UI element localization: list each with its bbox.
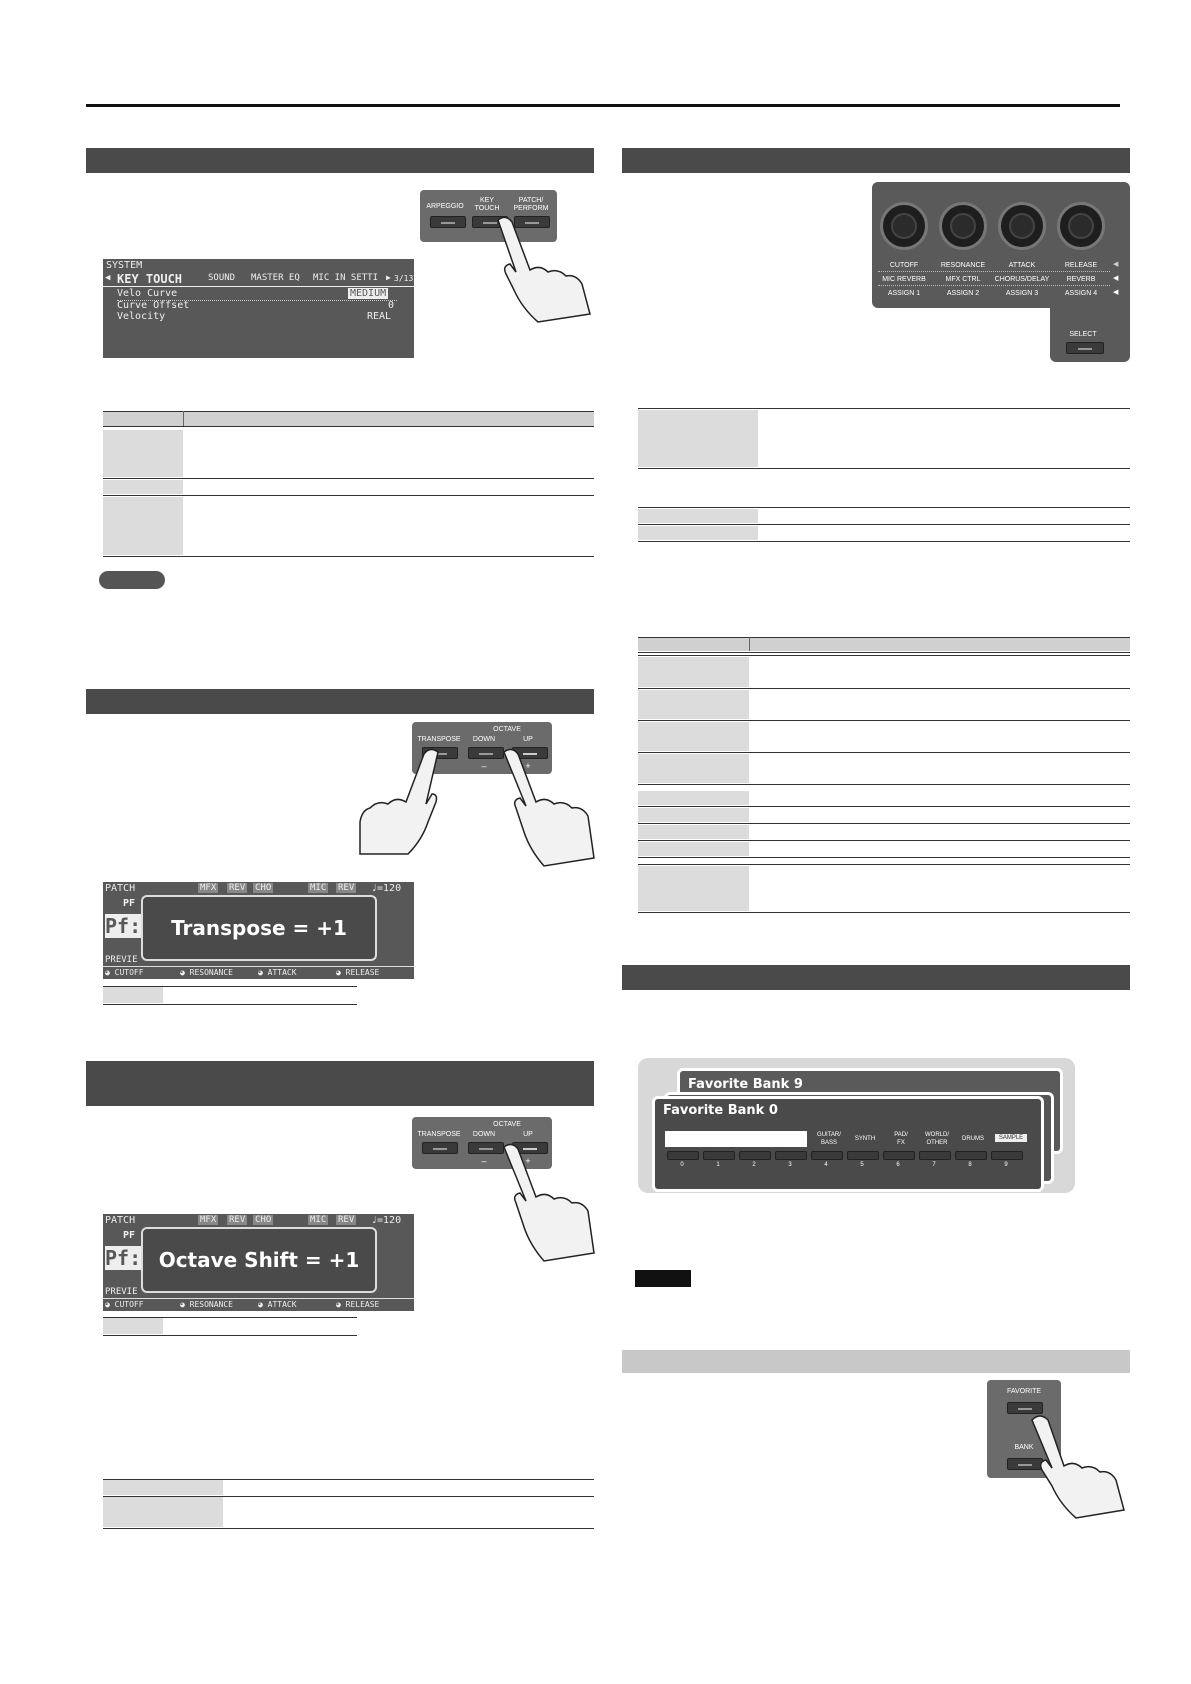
octave-down-label: DOWN xyxy=(472,736,496,743)
page-top-rule xyxy=(86,104,1120,107)
table-row-label-cell xyxy=(103,480,183,494)
number-button-2[interactable] xyxy=(739,1151,771,1160)
footer-cutoff: ◕ CUTOFF xyxy=(105,1300,144,1309)
minus-label: – xyxy=(481,761,487,771)
pointing-hand-icon xyxy=(478,210,598,325)
param-velocity-value[interactable]: REAL xyxy=(367,311,392,322)
status-rev: REV xyxy=(229,883,246,893)
section-header-key-touch xyxy=(86,148,594,173)
octave-down-label: DOWN xyxy=(472,1131,496,1138)
knob-2[interactable] xyxy=(939,202,987,250)
transpose-popup: Transpose = +1 xyxy=(141,895,377,961)
subsection-header-bank xyxy=(622,1350,1130,1373)
table-row-label-cell xyxy=(103,430,183,477)
number-label-7: 7 xyxy=(932,1162,936,1168)
footer-resonance: ◕ RESONANCE xyxy=(180,968,233,977)
octave-label: OCTAVE xyxy=(493,1121,521,1128)
number-label-3: 3 xyxy=(788,1162,792,1168)
knob-1-mic-reverb-label: MIC REVERB xyxy=(882,276,926,283)
octave-shift-screen xyxy=(103,1214,414,1311)
minus-label: – xyxy=(481,1156,487,1166)
row-indicator-2-icon: ◀ xyxy=(1113,275,1119,282)
pointing-hand-right-icon xyxy=(498,742,598,870)
param-velo-curve-label: Velo Curve xyxy=(117,288,178,299)
side-top-text: PF xyxy=(123,1230,136,1241)
favorite-bank-front-card xyxy=(652,1096,1044,1192)
lcd-mode: PATCH xyxy=(105,1215,136,1226)
knob-4-assign-label: ASSIGN 4 xyxy=(1064,290,1098,297)
footer-release: ◕ RELEASE xyxy=(336,1300,380,1309)
side-bottom-text: PREVIE xyxy=(105,955,138,965)
footer-cutoff: ◕ CUTOFF xyxy=(105,968,144,977)
category-pad-fx: PAD/ FX xyxy=(894,1132,908,1146)
param-curve-offset-label: Curve Offset xyxy=(117,300,190,311)
patch-perform-label: PATCH/ PERFORM xyxy=(513,197,549,212)
memo-badge xyxy=(99,571,165,589)
tempo-display: ♩=120 xyxy=(371,1215,402,1226)
lcd-page-number: 3/13 xyxy=(394,274,414,283)
favorite-label: FAVORITE xyxy=(1006,1388,1042,1395)
knob-2-mfx-ctrl-label: MFX CTRL xyxy=(945,276,981,283)
knob-3-assign-label: ASSIGN 3 xyxy=(1005,290,1039,297)
category-guitar-bass: GUITAR/ BASS xyxy=(817,1132,841,1146)
status-mic-rev: REV xyxy=(338,1215,355,1225)
number-label-8: 8 xyxy=(968,1162,972,1168)
side-big-text: Pf: xyxy=(105,1246,142,1270)
number-button-1[interactable] xyxy=(703,1151,735,1160)
section-header-favorite xyxy=(622,965,1130,990)
knob-3-chorus-delay-label: CHORUS/DELAY xyxy=(994,276,1050,283)
number-button-0[interactable] xyxy=(667,1151,699,1160)
category-sample: SAMPLE xyxy=(995,1134,1027,1142)
pointing-hand-icon xyxy=(1018,1408,1128,1520)
tab-left-arrow-icon: ◀ xyxy=(105,273,111,283)
pointing-hand-icon xyxy=(498,1137,598,1265)
octave-up-label: UP xyxy=(523,736,533,743)
transpose-label: TRANSPOSE xyxy=(417,1131,461,1138)
section-header-transpose xyxy=(86,689,594,714)
lcd-title: SYSTEM xyxy=(106,260,143,271)
status-mic: MIC xyxy=(310,1215,327,1225)
lcd-mode: PATCH xyxy=(105,883,136,894)
knob-2-resonance-label: RESONANCE xyxy=(940,262,986,269)
arpeggio-button[interactable] xyxy=(430,216,466,228)
tab-right-arrow-icon: ▶ xyxy=(386,273,391,282)
note-badge xyxy=(635,1270,691,1287)
favorite-bank-front-title: Favorite Bank 0 xyxy=(663,1103,778,1118)
knob-1-assign-label: ASSIGN 1 xyxy=(887,290,921,297)
footer-release: ◕ RELEASE xyxy=(336,968,380,977)
transpose-label: TRANSPOSE xyxy=(417,736,461,743)
section-header-knobs xyxy=(622,148,1130,173)
number-button-6[interactable] xyxy=(883,1151,915,1160)
number-label-9: 9 xyxy=(1004,1162,1008,1168)
table-row-label-cell xyxy=(103,497,183,555)
number-button-4[interactable] xyxy=(811,1151,843,1160)
number-button-9[interactable] xyxy=(991,1151,1023,1160)
param-velocity-label: Velocity xyxy=(117,311,166,322)
knob-2-assign-label: ASSIGN 2 xyxy=(946,290,980,297)
tab-mic-in-setting[interactable]: MIC IN SETTI xyxy=(313,273,379,283)
status-cho: CHO xyxy=(255,883,272,893)
row-indicator-3-icon: ◀ xyxy=(1113,289,1119,296)
number-button-8[interactable] xyxy=(955,1151,987,1160)
side-bottom-text: PREVIE xyxy=(105,1287,138,1297)
category-world-other: WORLD/ OTHER xyxy=(925,1132,949,1146)
knob-4-reverb-label: REVERB xyxy=(1066,276,1096,283)
number-button-7[interactable] xyxy=(919,1151,951,1160)
category-blank-box xyxy=(665,1131,807,1147)
footer-attack: ◕ ATTACK xyxy=(258,1300,297,1309)
key-touch-label: KEY TOUCH xyxy=(474,197,500,212)
system-key-touch-screen xyxy=(103,259,414,358)
number-button-3[interactable] xyxy=(775,1151,807,1160)
status-rev: REV xyxy=(229,1215,246,1225)
table-header-row xyxy=(103,411,594,426)
lcd-footer xyxy=(103,1298,414,1312)
octave-label: OCTAVE xyxy=(493,726,521,733)
knob-1-cutoff-label: CUTOFF xyxy=(889,262,919,269)
number-button-5[interactable] xyxy=(847,1151,879,1160)
select-button[interactable] xyxy=(1066,342,1104,354)
tab-sound[interactable]: SOUND xyxy=(208,273,236,283)
param-curve-offset-value[interactable]: 0 xyxy=(388,300,395,311)
knob-3[interactable] xyxy=(998,202,1046,250)
number-label-6: 6 xyxy=(896,1162,900,1168)
row-indicator-1-icon: ◀ xyxy=(1113,261,1119,268)
footer-attack: ◕ ATTACK xyxy=(258,968,297,977)
knob-4[interactable] xyxy=(1057,202,1105,250)
lcd-tab-bar xyxy=(103,272,414,287)
status-mfx: MFX xyxy=(200,1215,217,1225)
category-synth: SYNTH xyxy=(854,1136,876,1142)
select-label: SELECT xyxy=(1069,331,1097,338)
status-cho: CHO xyxy=(255,1215,272,1225)
octave-shift-popup: Octave Shift = +1 xyxy=(141,1227,377,1293)
arpeggio-label: ARPEGGIO xyxy=(426,203,464,210)
plus-label: + xyxy=(525,761,531,771)
number-label-2: 2 xyxy=(752,1162,756,1168)
number-label-0: 0 xyxy=(680,1162,684,1168)
knob-1[interactable] xyxy=(880,202,928,250)
status-mic-rev: REV xyxy=(338,883,355,893)
plus-label: + xyxy=(525,1156,531,1166)
knob-3-attack-label: ATTACK xyxy=(1008,262,1036,269)
favorite-bank-back-title: Favorite Bank 9 xyxy=(688,1077,803,1092)
status-mic: MIC xyxy=(310,883,327,893)
knob-4-release-label: RELEASE xyxy=(1064,262,1098,269)
tempo-display: ♩=120 xyxy=(371,883,402,894)
number-label-1: 1 xyxy=(716,1162,720,1168)
transpose-button[interactable] xyxy=(422,1142,458,1154)
side-top-text: PF xyxy=(123,898,136,909)
bank-label: BANK xyxy=(1014,1444,1034,1451)
number-label-5: 5 xyxy=(860,1162,864,1168)
side-big-text: Pf: xyxy=(105,914,142,938)
param-velo-curve-value[interactable]: MEDIUM xyxy=(350,288,387,299)
pointing-hand-left-icon xyxy=(358,742,448,857)
tab-master-eq[interactable]: MASTER EQ xyxy=(251,273,300,283)
tab-key-touch[interactable]: KEY TOUCH xyxy=(117,272,183,286)
octave-up-label: UP xyxy=(523,1131,533,1138)
status-mfx: MFX xyxy=(200,883,217,893)
category-drums: DRUMS xyxy=(962,1136,984,1142)
footer-resonance: ◕ RESONANCE xyxy=(180,1300,233,1309)
section-header-octave xyxy=(86,1061,594,1106)
lcd-footer xyxy=(103,966,414,980)
number-label-4: 4 xyxy=(824,1162,828,1168)
favorite-bank-illustration xyxy=(638,1058,1075,1193)
transpose-screen xyxy=(103,882,414,979)
